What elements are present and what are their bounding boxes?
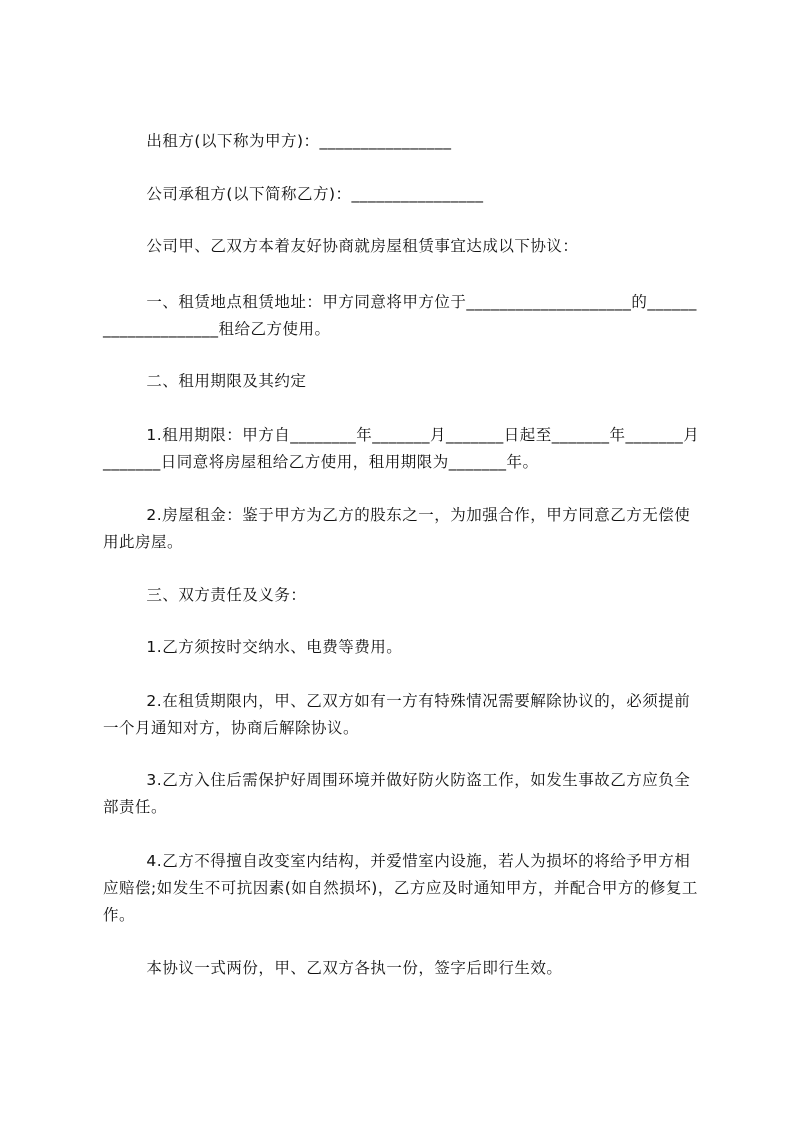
clause-3-heading: 三、双方责任及义务： [103,586,307,604]
clause-3-3-safety: 3.乙方入住后需保护好周围环境并做好防火防盗工作，如发生事故乙方应负全部责任。 [103,771,691,816]
closing-paragraph: 本协议一式两份，甲、乙双方各执一份，签字后即行生效。 [103,959,563,977]
lessee-line: 公司承租方(以下简称乙方)：________________ [103,185,484,203]
clause-2-2-rent: 2.房屋租金：鉴于甲方为乙方的股东之一，为加强合作，甲方同意乙方无偿使用此房屋。 [103,506,691,551]
clause-3-4-structure: 4.乙方不得擅自改变室内结构，并爱惜室内设施，若人为损坏的将给予甲方相应赔偿;如发生不可抗因素(如自然损坏)，乙方应及时通知甲方，并配合甲方的修复工作。 [103,852,698,924]
clause-1-location: 一、租赁地点租赁地址：甲方同意将甲方位于____________________的____________________租给乙方使用。 [103,293,697,338]
clause-3-2-termination: 2.在租赁期限内，甲、乙双方如有一方有特殊情况需要解除协议的，必须提前一个月通知对方，协商后解除协议。 [103,692,691,737]
clause-2-1-term: 1.租用期限：甲方自________年_______月_______日起至_______年_______月_______日同意将房屋租给乙方使用，租用期限为_______年。 [103,426,700,471]
lessor-line: 出租方(以下称为甲方)：________________ [103,132,452,150]
clause-3-1-fees: 1.乙方须按时交纳水、电费等费用。 [103,638,403,656]
intro-paragraph: 公司甲、乙双方本着友好协商就房屋租赁事宜达成以下协议： [103,237,579,255]
clause-2-heading: 二、租用期限及其约定 [103,372,307,390]
